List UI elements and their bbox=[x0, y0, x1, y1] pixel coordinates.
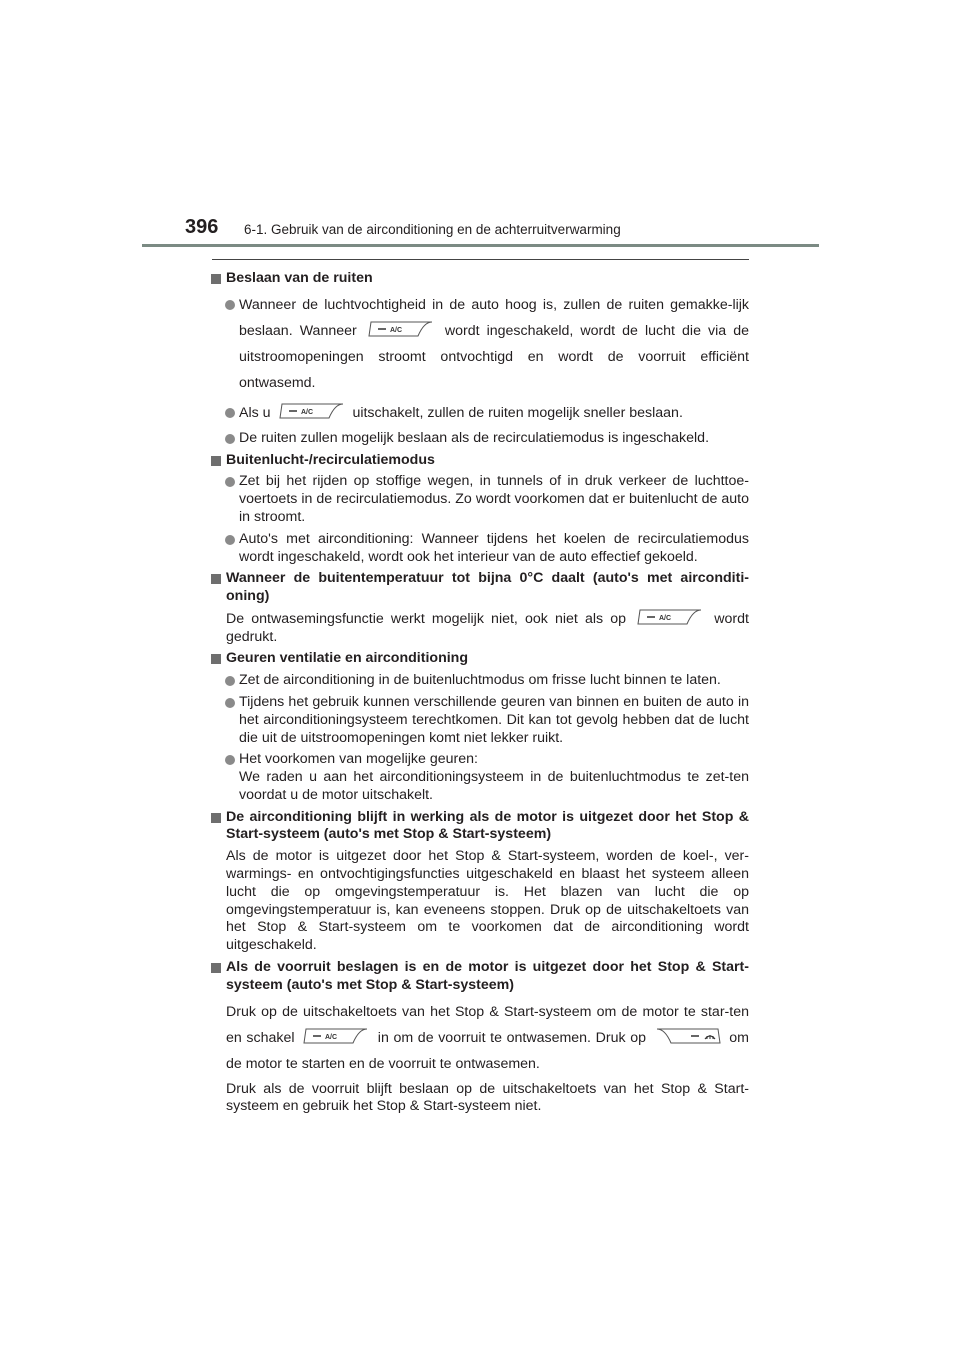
section-heading: Als de voorruit beslagen is en de motor is uitgezet door het Stop & Start-systeem (auto's met Stop & Start-systeem) bbox=[211, 959, 749, 995]
section-heading: Beslaan van de ruiten bbox=[211, 270, 749, 288]
list-item: Het voorkomen van mogelijke geuren: We raden u aan het airconditioningsysteem in de buitenluchtmodus te zet-ten voordat u de motor uitschakelt. bbox=[211, 751, 749, 804]
page-header bbox=[0, 0, 960, 260]
content-divider bbox=[212, 259, 749, 260]
round-bullet-icon bbox=[225, 300, 235, 310]
windshield-defroster-button-icon bbox=[655, 1027, 721, 1045]
paragraph: De ontwasemingsfunctie werkt mogelijk niet, ook niet als op A/C wordt gedrukt. bbox=[211, 610, 749, 646]
ac-label: A/C bbox=[300, 409, 313, 417]
section-heading: Geuren ventilatie en airconditioning bbox=[211, 650, 749, 668]
round-bullet-icon bbox=[225, 755, 235, 765]
ac-button-icon bbox=[637, 608, 703, 626]
list-item: Tijdens het gebruik kunnen verschillende geuren van binnen en buiten de auto in het airconditioningsysteem terechtkomen. Dit kan tot gevolg hebben dat de lucht die uit de uitstroomopeningen komt niet lekker ruikt. bbox=[211, 694, 749, 747]
paragraph: Als de motor is uitgezet door het Stop & Start-systeem, worden de koel-, ver-warmings- en ontvochtigingsfuncties uitgeschakeld en blaast het systeem alleen lucht die op omgevingstemperatuur is. Het blazen van lucht die op omgevingstemperatuur is, kan eveneens stoppen. Druk op de uitschakeltoets van het Stop & Start-systeem om te voorkomen dat de airconditioning wordt uitgeschakeld. bbox=[226, 848, 749, 954]
ac-button-icon bbox=[279, 402, 345, 420]
paragraph: Druk als de voorruit blijft beslaan op de uitschakeltoets van het Stop & Start-systeem en gebruik het Stop & Start-systeem niet. bbox=[226, 1080, 749, 1115]
list-item: Auto's met airconditioning: Wanneer tijdens het koelen de recirculatiemodus wordt ingeschakeld, wordt ook het interieur van de auto effectief gekoeld. bbox=[211, 531, 749, 567]
ac-label: A/C bbox=[325, 1033, 338, 1041]
section-heading: Wanneer de buitentemperatuur tot bijna 0°C daalt (auto's met airconditi-oning) bbox=[211, 570, 749, 606]
main-content bbox=[211, 266, 749, 1116]
round-bullet-icon bbox=[225, 408, 235, 418]
ac-button-icon bbox=[368, 320, 434, 338]
list-item: De ruiten zullen mogelijk beslaan als de recirculatiemodus is ingeschakeld. bbox=[211, 430, 749, 448]
page-number: 396 bbox=[185, 216, 219, 238]
round-bullet-icon bbox=[225, 535, 235, 545]
square-bullet-icon bbox=[211, 456, 221, 466]
list-item: Zet de airconditioning in de buitenluchtmodus om frisse lucht binnen te laten. bbox=[211, 672, 749, 690]
list-item: Wanneer de luchtvochtigheid in de auto hoog is, zullen de ruiten gemakke-lijk beslaan. Wanneer A/C wordt ingeschakeld, wordt de lucht die via de uitstroomopeningen stroomt ontvochtigd en wordt de voorruit efficiënt ontwasemd. bbox=[211, 292, 749, 396]
section-heading: De airconditioning blijft in werking als de motor is uitgezet door het Stop & Start-systeem (auto's met Stop & Start-systeem) bbox=[211, 809, 749, 845]
header-divider bbox=[142, 244, 819, 247]
section-heading: Buitenlucht-/recirculatiemodus bbox=[211, 452, 749, 470]
square-bullet-icon bbox=[211, 274, 221, 284]
square-bullet-icon bbox=[211, 963, 221, 973]
paragraph: Druk op de uitschakeltoets van het Stop & Start-systeem om de motor te star-ten en schakel A/C in om de voorruit te ontwasemen. Druk op om de motor te starten en de voorruit te ontwasemen. bbox=[226, 1003, 749, 1072]
list-item: Zet bij het rijden op stoffige wegen, in tunnels of in druk verkeer de luchttoe-voertoets in de recirculatiemodus. Zo wordt voorkomen dat er buitenlucht de auto in stroomt. bbox=[211, 473, 749, 526]
ac-label: A/C bbox=[389, 327, 402, 335]
section-title: 6-1. Gebruik van de airconditioning en de achterruitverwarming bbox=[244, 222, 621, 237]
square-bullet-icon bbox=[211, 574, 221, 584]
ac-button-icon bbox=[303, 1027, 369, 1045]
round-bullet-icon bbox=[225, 434, 235, 444]
square-bullet-icon bbox=[211, 654, 221, 664]
round-bullet-icon bbox=[225, 698, 235, 708]
square-bullet-icon bbox=[211, 813, 221, 823]
round-bullet-icon bbox=[225, 676, 235, 686]
ac-label: A/C bbox=[659, 614, 672, 622]
list-item: Als u A/C uitschakelt, zullen de ruiten mogelijk sneller beslaan. bbox=[211, 400, 749, 426]
round-bullet-icon bbox=[225, 477, 235, 487]
